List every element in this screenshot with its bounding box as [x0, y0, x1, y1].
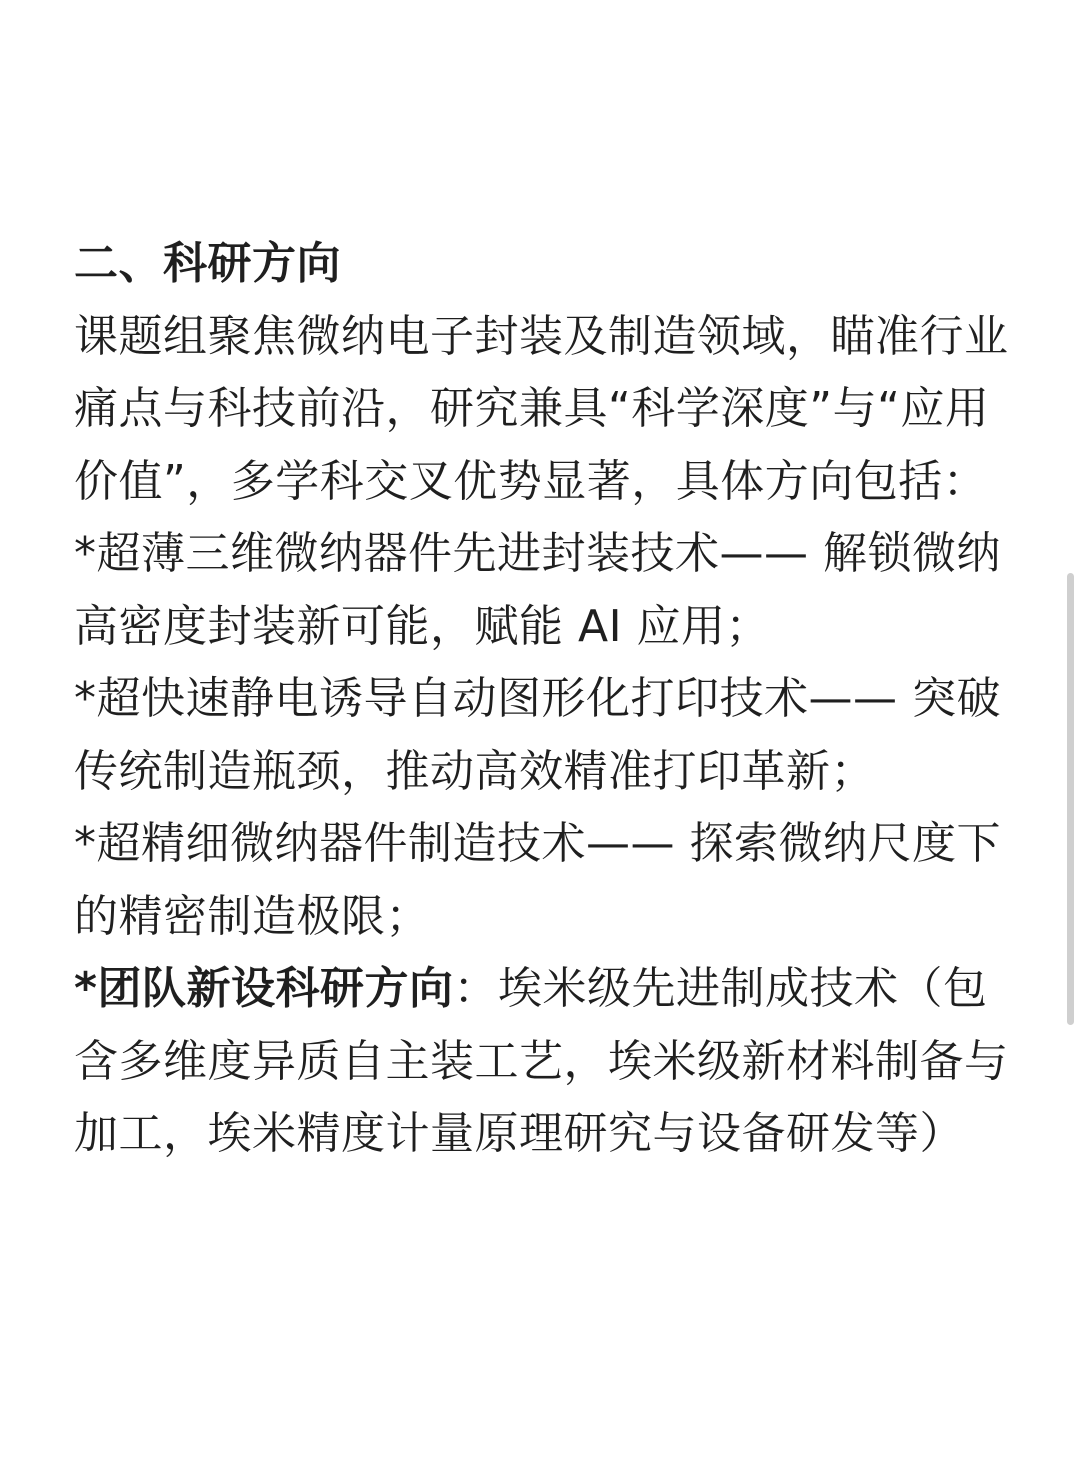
direction-item-1: *超薄三维微纳器件先进封装技术—— 解锁微纳高密度封装新可能，赋能 AI 应用； [74, 528, 1001, 652]
intro-paragraph: 课题组聚焦微纳电子封装及制造领域，瞄准行业痛点与科技前沿，研究兼具“科学深度”与“应用价值”，多学科交叉优势显著，具体方向包括： [74, 310, 1009, 507]
direction-item-3: *超精细微纳器件制造技术—— 探索微纳尺度下的精密制造极限； [74, 818, 1001, 942]
new-direction-text: ：埃米级先进制成技术（包含多维度异质自主装工艺，埃米级新材料制备与加工，埃米精度计量原理研究与设备研发等） [74, 963, 1009, 1159]
section-heading: 二、科研方向 [74, 238, 341, 289]
direction-item-2: *超快速静电诱导自动图形化打印技术—— 突破传统制造瓶颈，推动高效精准打印革新； [74, 673, 1001, 797]
new-direction-item [74, 953, 1009, 1171]
article-body [74, 228, 1009, 1171]
scrollbar[interactable] [1067, 573, 1074, 1025]
new-direction-label: *团队新设科研方向 [74, 963, 454, 1014]
